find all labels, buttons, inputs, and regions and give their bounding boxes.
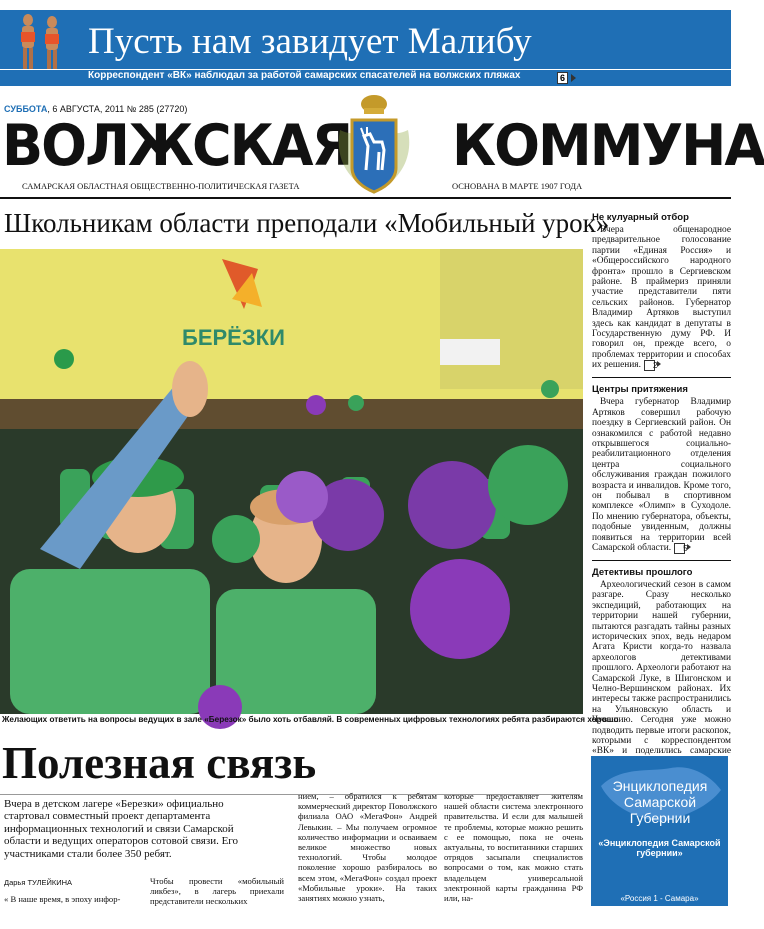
masthead-founded: ОСНОВАНА В МАРТЕ 1907 ГОДА: [452, 181, 583, 191]
banner-headline[interactable]: Пусть нам завидует Малибу: [88, 21, 532, 62]
news-sidebar: [592, 212, 731, 768]
page-ref[interactable]: 5: [674, 543, 685, 554]
coat-of-arms-icon: [334, 90, 414, 198]
top-banner[interactable]: [0, 0, 731, 87]
sidebar-item-text: Археологический сезон в самом разгаре. Сразу несколько экспедиций, работающих на территории нашей губернии, пытаются разгадать тайны разных исторических эпох, ведь недаром Агата Кристи когда-то назвала археологов детективами прошлого. Археологи работают на Самарской Луке, в Шигонском и Челно-Вершинском районах. Их интересы также распространились на Ульяновскую область и Чувашию. Сегодня уже можно подводить первые итоги раскопок, которыми с корреспондентом «ВК» и поделились самарские: [592, 579, 731, 757]
sidebar-item-heading[interactable]: Центры притяжения: [592, 384, 688, 396]
sidebar-item-heading[interactable]: Не кулуарный отбор: [592, 212, 689, 223]
photo-credit: Фото НИКОЛАЯ: [574, 884, 580, 929]
banner-page-ref[interactable]: 6: [557, 72, 568, 84]
masthead-subtitle: САМАРСКАЯ ОБЛАСТНАЯ ОБЩЕСТВЕННО-ПОЛИТИЧЕСКАЯ ГАЗЕТА: [22, 181, 300, 191]
arrow-right-icon: [571, 74, 576, 82]
article-column-2: Чтобы провести «мобильный ликбез», в лагерь приехали представители нескольких: [150, 876, 284, 907]
encyclopedia-promo[interactable]: [591, 756, 728, 906]
sidebar-divider: [592, 560, 731, 561]
masthead-title-left: ВОЛЖСКАЯ: [2, 112, 352, 179]
sidebar-item-text: Вчера общенародное предварительное голосование партии «Единая Россия» и «Общероссийского народного фронта» прошло в Сергиевском районе. В праймериз приняли участие представители пяти сельских районов. Губернатор Владимир Артяков выступил здесь как кандидат в депутаты в Государственную думу РФ. И говорил он, прежде всего, о проблемах территории и способах их решения.: [592, 225, 731, 371]
encyclopedia-box-title: Энциклопедия Самарской Губернии: [612, 778, 708, 826]
banner-subtitle[interactable]: Корреспондент «ВК» наблюдал за работой самарских спасателей на волжских пляжах: [88, 70, 521, 81]
article-column-1: « В наше время, в эпоху инфор-: [4, 894, 121, 904]
sidebar-item[interactable]: [592, 567, 731, 768]
arrow-right-icon: [687, 544, 691, 550]
encyclopedia-caption: «Энциклопедия Самарской губернии»: [598, 838, 721, 858]
article-column-3: нием, – обратился к ребятам коммерческий директор Поволжского филиала ОАО «МегаФон» Андрей Левыкин. – Мы получаем огромное количество информации и осваиваем великое множество новых технологий. Чтобы молодое поколение хорошо разбиралось во всем этом, «МегаФон» создал проект «Мобильные уроки». На таких занятиях можно узнать,: [298, 791, 437, 904]
sidebar-item-text: Вчера губернатор Владимир Артяков совершил рабочую поездку в Сергиевский район. Он ознакомился с работой недавно открывшегося социально-реабилитационного отделения центра социального обслуживания граждан пожилого возраста и инвалидов. Кроме того, он побывал в спортивном комплексе «Олимп» в Суходоле. По мнению губернатора, объекты, подобные увиденным, должны появиться на территории всей Самарской области.: [592, 397, 731, 553]
page-ref[interactable]: 2: [644, 360, 655, 371]
sidebar-item[interactable]: [592, 212, 731, 371]
sidebar-divider: [592, 377, 731, 378]
sidebar-item-heading[interactable]: Детективы прошлого: [592, 566, 693, 578]
article-column-4: которые предоставляет жителям нашей области система электронного правительства. И если для малышей те проблемы, которые можно решить с ее помощью, пока не очень актуальны, то воспитанники старших отрядов засыпали специалистов вопросами о том, как можно стать владельцем универсальной электронной карты гражданина РФ или, на-: [444, 791, 583, 904]
wall-logo-text: БЕРЁЗКИ: [182, 325, 285, 350]
issue-info: СУББОТА, 6 АВГУСТА, 2011 № 285 (27720): [4, 104, 188, 114]
masthead-title-right: КОММУНА: [452, 112, 764, 179]
encyclopedia-sub: «Россия 1 - Самара»: [620, 894, 699, 903]
article-title[interactable]: Полезная связь: [2, 738, 317, 788]
photo-caption: Желающих ответить на вопросы ведущих в зале «Березок» было хоть отбавляй. В современных цифровых технологиях ребята разбираются хорошо: [2, 715, 619, 724]
article-byline: Дарья ТУЛЕЙКИНА: [4, 878, 73, 887]
lead-headline[interactable]: Школьникам области преподали «Мобильный урок»: [4, 208, 610, 238]
article-lead: Вчера в детском лагере «Березки» официально стартовал совместный проект департамента информационных технологий и связи Самарской области и ведущих операторов сотовой связи. Его участниками стали более 350 ребят.: [4, 798, 239, 860]
sidebar-item[interactable]: [592, 384, 731, 554]
arrow-right-icon: [657, 361, 661, 367]
masthead-divider: [0, 197, 731, 199]
